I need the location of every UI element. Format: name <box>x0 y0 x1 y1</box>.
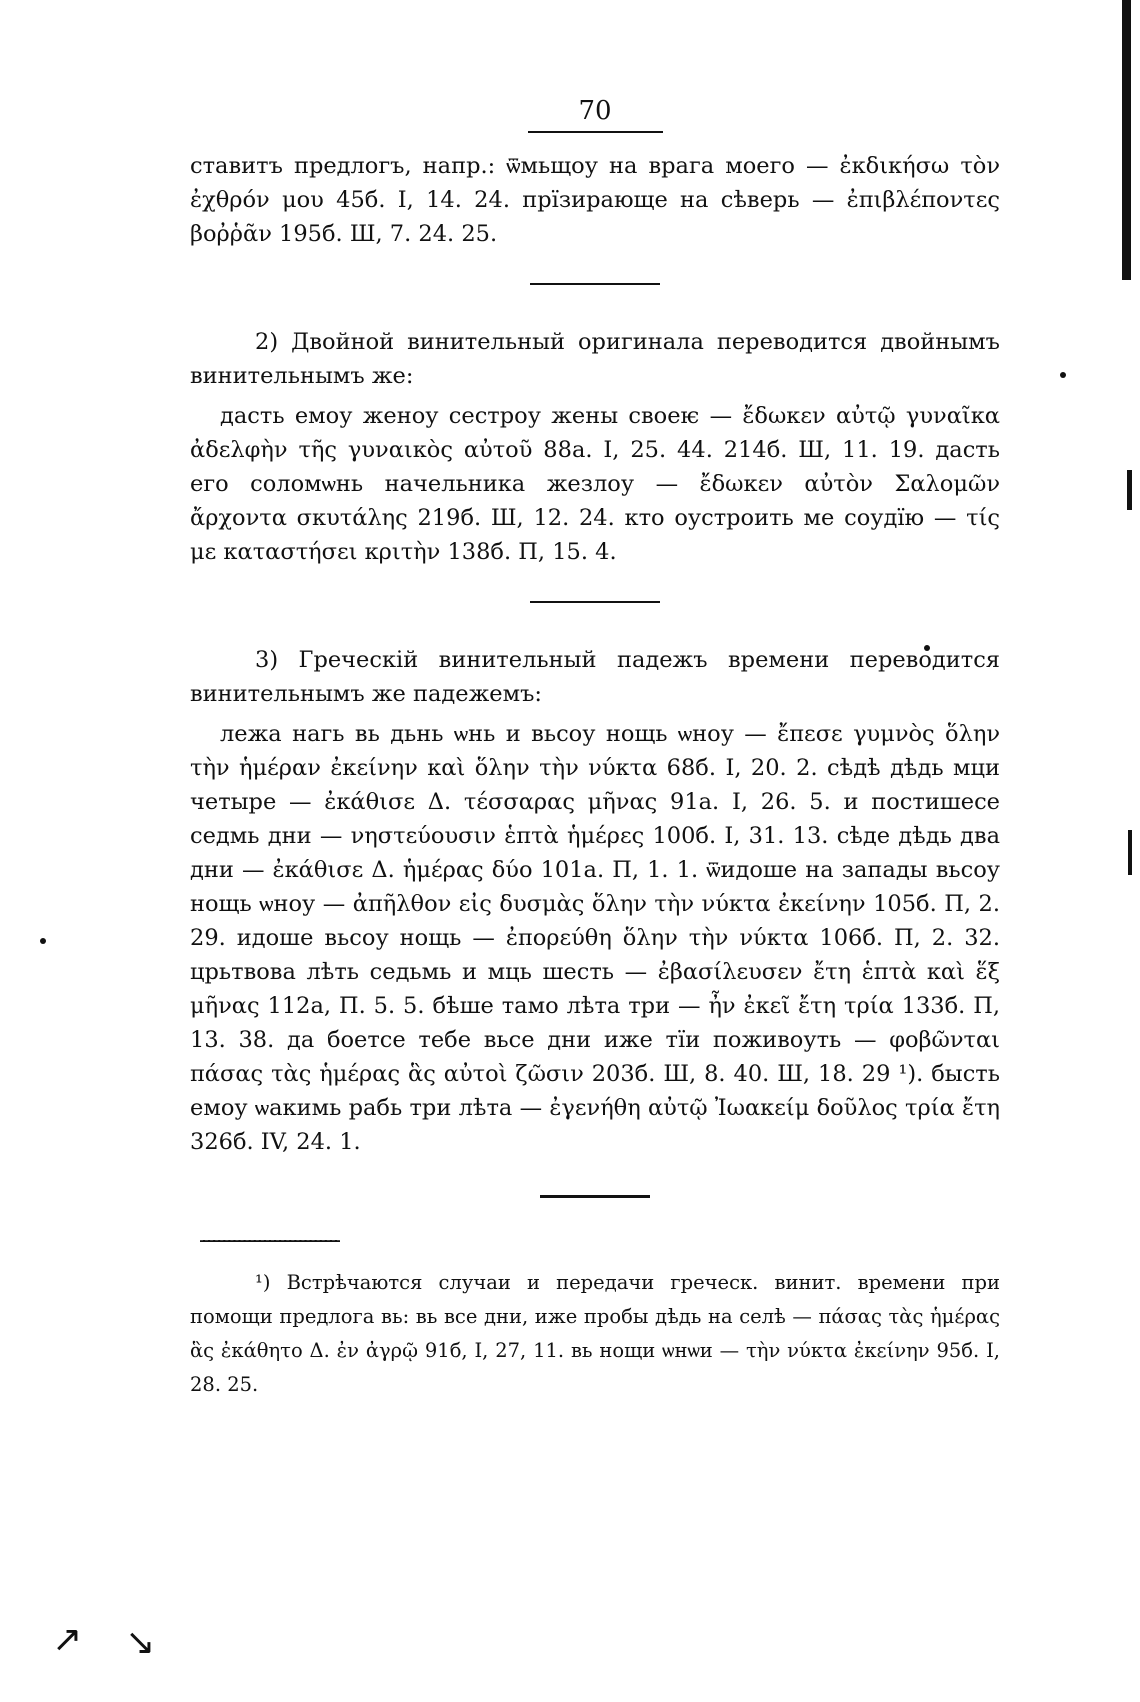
speck <box>1060 372 1066 378</box>
section-divider <box>530 283 660 285</box>
section-divider <box>530 601 660 603</box>
page-edge-mark <box>1128 830 1132 875</box>
section-end-rule <box>540 1195 650 1198</box>
footnote-rule <box>200 1240 340 1242</box>
section-2-heading: 2) Двойной винительный оригинала переводится двойнымъ винительнымъ же: <box>190 329 1000 389</box>
footnote: ¹) Встрѣчаются случаи и передачи греческ. винит. времени при помощи предлога вь: вь все дни, иже пробы дѣдь на селѣ — πάσας τὰς ἡμέρας ἃς ἐκάθητο Δ. ἐν ἀγρῷ 91б, I, 27, 11. вь нощи ѡнѡи — τὴν νύκτα ἐκείνην 95б. I, 28. 25. <box>190 1271 1000 1396</box>
book-page <box>190 95 1000 1402</box>
section-2-body: дасть емоу женоу сестроу жены своеѥ — ἔδωκεν αὐτῷ γυναῖκα ἀδελφὴν τῆς γυναικὸς αὐτοῦ 88а. I, 25. 44. 214б. Ш, 11. 19. дасть его соломѡнь начельника жезлоу — ἔδωκεν αὐτὸν Σαλομῶν ἄρχοντα σκυτάλης 219б. Ш, 12. 24. кто оустроить ме соудїю — τίς με καταστήσει κριτὴν 138б. П, 15. 4. <box>190 403 1000 565</box>
page-edge-bar <box>1122 0 1131 280</box>
intro-paragraph: ставитъ предлогъ, напр.: ѿмьщоу на врага моего — ἐκδικήσω τὸν ἐχθρόν μου 45б. I, 14. 24. прїзирающе на сѣверь — ἐπιβλέποντες βοῤῥᾶν 195б. Ш, 7. 24. 25. <box>190 153 1000 247</box>
speck <box>40 938 46 944</box>
page-number-rule <box>528 131 663 133</box>
page-edge-mark <box>1127 470 1132 510</box>
scan-mark: ↗ <box>52 1619 83 1660</box>
page-number: 70 <box>578 96 612 126</box>
scan-mark: ↘ <box>125 1622 156 1663</box>
section-3-body: лежа нагь вь дьнь ѡнь и вьсоу нощь ѡноу — ἔπεσε γυμνὸς ὅλην τὴν ἡμέραν ἐκείνην καὶ ὅλην τὴν νύκτα 68б. I, 20. 2. сѣдѣ дѣдь мци четыре — ἐκάθισε Δ. τέσσαρας μῆνας 91а. I, 26. 5. и постишесе седмь дни — νηστεύουσιν ἑπτὰ ἡμέρες 100б. I, 31. 13. сѣде дѣдь два дни — ἐκάθισε Δ. ἡμέρας δύο 101а. П, 1. 1. ѿидоше на запады вьсоу нощь ѡноу — ἀπῆλθον εἰς δυσμὰς ὅλην τὴν νύκτα ἐκείνην 105б. П, 2. 29. идоше вьсоу нощь — ἐπορεύθη ὅλην τὴν νύκτα 106б. П, 2. 32. црьтвова лѣть седьмь и мць шесть — ἐβασίλευσεν ἔτη ἑπτὰ καὶ ἕξ μῆνας 112а, П. 5. 5. бѣше тамо лѣта три — ἦν ἐκεῖ ἔτη τρία 133б. П, 13. 38. да боетсе тебе вьсе дни иже тїи поживоуть — φοβῶνται πάσας τὰς ἡμέρας ἃς αὐτοὶ ζῶσιν 203б. Ш, 8. 40. Ш, 18. 29 ¹). бысть емоу ѡакимь рабь три лѣта — ἐγενήθη αὐτῷ Ἰωακείμ δοῦλος τρία ἔτη 326б. IV, 24. 1. <box>190 721 1000 1155</box>
section-3-heading: 3) Греческій винительный падежъ времени переводится винительнымъ же падежемъ: <box>190 647 1000 707</box>
